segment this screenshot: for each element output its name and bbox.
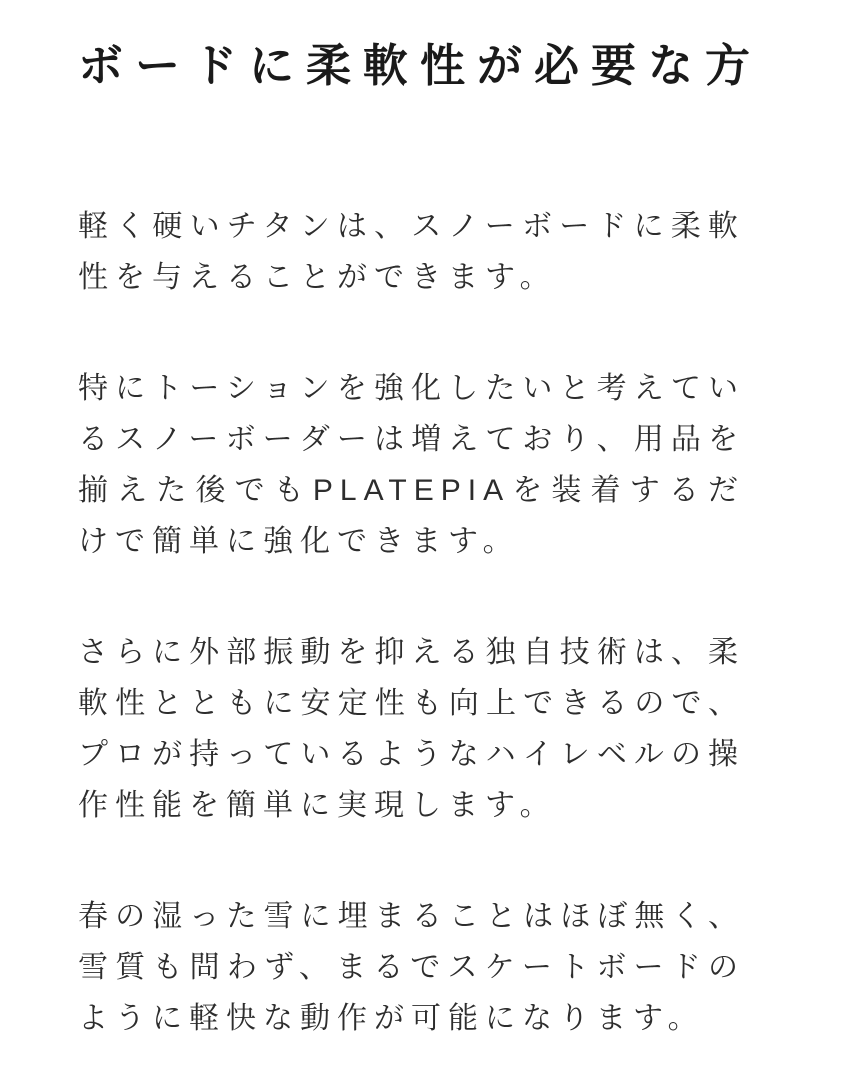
text-line: 軽く硬いチタンは、スノーボードに柔軟	[78, 210, 745, 243]
text-line: 揃えた後でもPLATEPIAを装着するだ	[78, 474, 745, 507]
text-line: 作性能を簡単に実現します。	[78, 789, 557, 822]
paragraph	[78, 627, 745, 831]
text-line: さらに外部振動を抑える独自技術は、柔	[78, 636, 745, 669]
text-line: ように軽快な動作が可能になります。	[78, 1002, 705, 1035]
article-body	[78, 201, 745, 1044]
text-line: 雪質も問わず、まるでスケートボードの	[78, 951, 745, 984]
text-line: 特にトーションを強化したいと考えてい	[78, 372, 745, 405]
paragraph	[78, 891, 745, 1044]
text-line: 性を与えることができます。	[78, 261, 557, 294]
text-line: プロが持っているようなハイレベルの操	[78, 738, 745, 771]
text-line: るスノーボーダーは増えており、用品を	[78, 423, 745, 456]
paragraph	[78, 363, 745, 567]
text-line: 春の湿った雪に埋まることはほぼ無く、	[78, 900, 745, 933]
section-heading: ボードに柔軟性が必要な方	[78, 40, 763, 91]
text-line: けで簡単に強化できます。	[78, 525, 520, 558]
text-line: 軟性とともに安定性も向上できるので、	[78, 687, 745, 720]
paragraph	[78, 201, 745, 303]
